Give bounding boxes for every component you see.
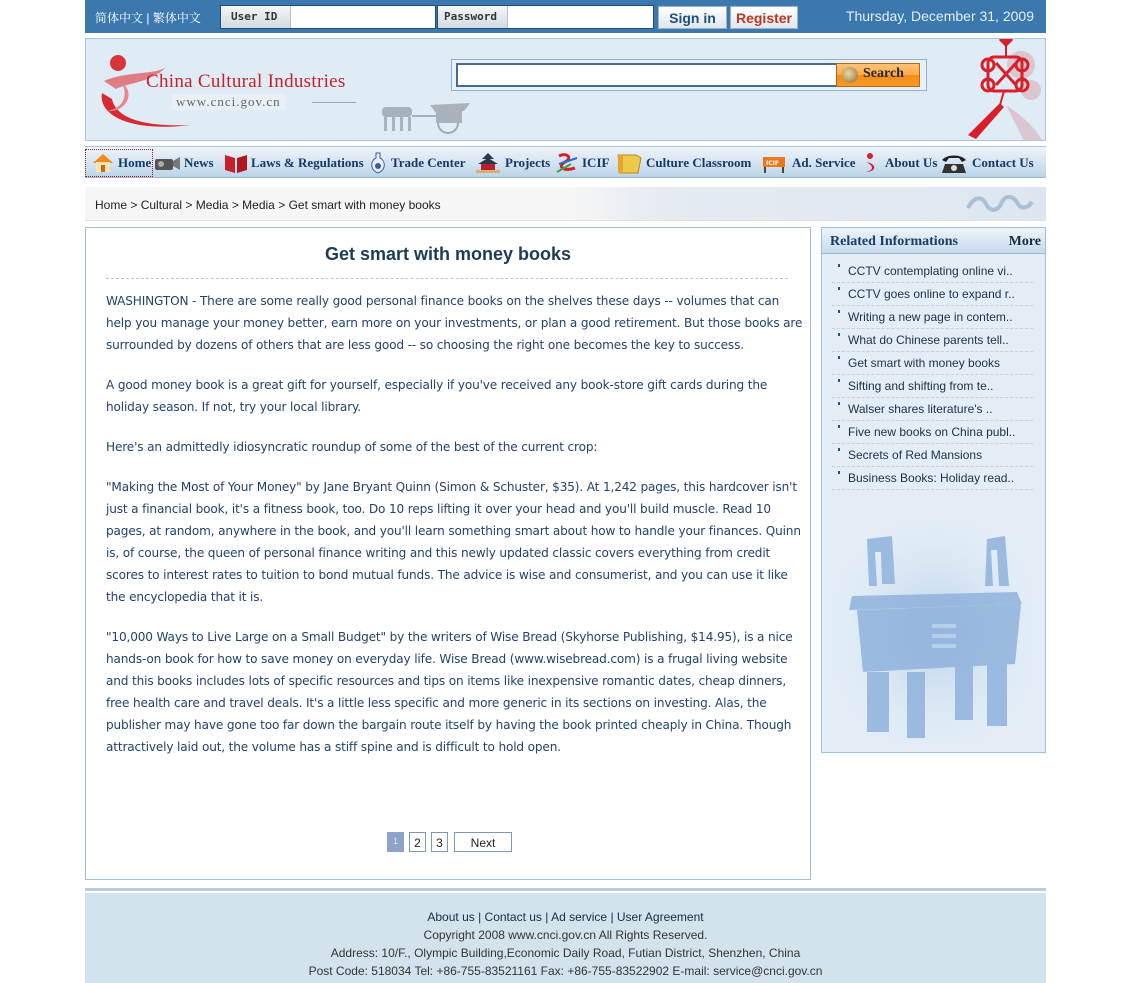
password-field bbox=[437, 5, 654, 29]
related-info-header bbox=[822, 228, 1045, 254]
bullet-icon bbox=[838, 425, 840, 428]
nav-item-ad-service[interactable] bbox=[761, 149, 856, 177]
footer-ad-service-link[interactable]: Ad service bbox=[551, 910, 608, 924]
bullet-icon bbox=[838, 287, 840, 290]
nav-item-news[interactable] bbox=[153, 149, 214, 177]
lang-simplified-link[interactable]: 简体中文 bbox=[95, 11, 144, 25]
article-paragraph: "10,000 Ways to Live Large on a Small Budget" by the writers of Wise Bread (Skyhorse Publishing, $14.95), is a nice hands-on book for how to save money on everyday life. Wise Bread (www.wisebread.com) is a frugal living website and this books includes lots of specific resources and tips on items like inexpensive romantic dates, cheap dinners, free health care and travel deals. It's a little less specific and more generic in its sections on investing. Alas, the publisher may have gone too far down the bargain route itself by having the book printed cheaply in China. Though attractively laid out, the volume has a stiff spine and is difficult to hold open. bbox=[106, 630, 793, 754]
bullet-icon bbox=[838, 379, 840, 382]
related-item[interactable] bbox=[832, 444, 1033, 467]
breadcrumb-separator: > bbox=[231, 198, 239, 212]
main-nav bbox=[85, 146, 1046, 178]
related-info-title: Related Informations bbox=[830, 234, 958, 249]
related-item[interactable] bbox=[832, 467, 1033, 490]
search-button[interactable] bbox=[836, 63, 920, 87]
vase-icon bbox=[368, 152, 388, 174]
search-button-label: Search bbox=[863, 66, 904, 81]
bullet-icon bbox=[838, 333, 840, 336]
logo-rule-right bbox=[312, 102, 356, 103]
breadcrumb-current: Get smart with money books bbox=[288, 198, 441, 212]
related-info-panel bbox=[821, 227, 1046, 753]
related-list bbox=[832, 260, 1033, 490]
language-switcher bbox=[95, 9, 201, 26]
home-icon bbox=[91, 152, 115, 174]
breadcrumb bbox=[85, 187, 1046, 221]
more-link[interactable]: More bbox=[1008, 234, 1041, 249]
cnci-logo-icon bbox=[862, 152, 882, 174]
bullet-icon bbox=[838, 448, 840, 451]
related-item-label: Get smart with money books bbox=[848, 356, 1001, 370]
footer-about-us-link[interactable]: About us bbox=[427, 910, 475, 924]
page-2-link[interactable]: 2 bbox=[409, 832, 426, 852]
bullet-icon bbox=[838, 471, 840, 474]
footer-contact-us-link[interactable]: Contact us bbox=[484, 910, 542, 924]
nav-label: About Us bbox=[885, 155, 938, 170]
related-item-label: Walser shares literature's .. bbox=[848, 402, 993, 416]
coin-icon bbox=[842, 67, 858, 83]
footer-links bbox=[85, 910, 1046, 924]
article-title: Get smart with money books bbox=[324, 244, 572, 264]
related-item-label: CCTV goes online to expand r.. bbox=[848, 287, 1015, 301]
nav-item-projects[interactable] bbox=[474, 149, 550, 177]
related-item[interactable] bbox=[832, 375, 1033, 398]
logo-title: China Cultural Industries bbox=[146, 71, 346, 92]
footer-separator: | bbox=[610, 910, 617, 924]
nav-item-culture-classroom[interactable] bbox=[616, 149, 751, 177]
breadcrumb-media[interactable]: Media bbox=[195, 198, 229, 212]
nav-label: News bbox=[184, 155, 214, 170]
lang-traditional-link[interactable]: 繁体中文 bbox=[152, 11, 201, 25]
dragon-ornament-icon bbox=[964, 192, 1034, 216]
page-1-current: 1 bbox=[387, 832, 404, 852]
user-id-label: User ID bbox=[221, 6, 291, 28]
nav-label: Ad. Service bbox=[792, 155, 856, 170]
scroll-icon bbox=[616, 152, 643, 174]
breadcrumb-home[interactable]: Home bbox=[95, 198, 128, 212]
related-item[interactable] bbox=[832, 306, 1033, 329]
password-label: Password bbox=[438, 6, 508, 28]
related-item[interactable] bbox=[832, 329, 1033, 352]
red-book-icon bbox=[224, 152, 248, 174]
bronze-ding-vessel-icon bbox=[837, 524, 1032, 744]
article-paragraph: WASHINGTON - There are some really good personal finance books on the shelves these days -- volumes that can help you manage your money better, earn more on your investments, or plan a good retirement. But those books are surrounded by dozens of others that are less good -- so choosing the right one becomes the key to success. bbox=[106, 294, 803, 352]
sign-in-button[interactable]: Sign in bbox=[658, 6, 727, 29]
related-item-label: Writing a new page in contem.. bbox=[848, 310, 1013, 324]
title-divider bbox=[106, 278, 788, 279]
top-bar bbox=[85, 0, 1046, 33]
current-date: Thursday, December 31, 2009 bbox=[845, 8, 1034, 24]
icif-sign-icon bbox=[761, 152, 789, 174]
article-body bbox=[106, 290, 806, 776]
nav-label: Projects bbox=[505, 155, 551, 170]
article-panel bbox=[85, 227, 811, 880]
nav-label: Home bbox=[118, 155, 152, 170]
logo-url: www.cnci.gov.cn bbox=[172, 94, 285, 110]
nav-label: Laws & Regulations bbox=[251, 155, 364, 170]
temple-icon bbox=[474, 152, 502, 174]
user-id-input[interactable] bbox=[291, 6, 435, 28]
bullet-icon bbox=[838, 310, 840, 313]
breadcrumb-separator: > bbox=[130, 198, 138, 212]
telephone-icon bbox=[939, 152, 969, 174]
register-button[interactable]: Register bbox=[730, 6, 798, 29]
breadcrumb-separator: > bbox=[278, 198, 286, 212]
search-input[interactable] bbox=[456, 63, 836, 87]
nav-item-about-us[interactable] bbox=[862, 149, 937, 177]
bronze-chariot-icon bbox=[378, 97, 478, 135]
footer-copyright: Copyright 2008 www.cnci.gov.cn All Rights Reserved. bbox=[423, 928, 708, 942]
related-item-label: Business Books: Holiday read.. bbox=[848, 471, 1015, 485]
next-page-button[interactable]: Next bbox=[454, 832, 512, 852]
nav-item-icif[interactable] bbox=[555, 149, 609, 177]
user-id-field bbox=[220, 5, 436, 29]
footer-address: Address: 10/F., Olympic Building,Economic Daily Road, Futian District, Shenzhen, China bbox=[330, 946, 801, 960]
site-footer bbox=[85, 893, 1046, 983]
footer-separator: | bbox=[478, 910, 485, 924]
bullet-icon bbox=[838, 264, 840, 267]
footer-contact: Post Code: 518034 Tel: +86-755-83521161 Fax: +86-755-83522902 E-mail: service@cnci.gov.cn bbox=[308, 964, 823, 978]
related-item-label: Secrets of Red Mansions bbox=[848, 448, 983, 462]
related-item[interactable] bbox=[832, 421, 1033, 444]
nav-label: Contact Us bbox=[972, 155, 1034, 170]
nav-label: Trade Center bbox=[391, 155, 466, 170]
footer-separator: | bbox=[545, 910, 552, 924]
related-item-label: What do Chinese parents tell.. bbox=[848, 333, 1009, 347]
nav-label: ICIF bbox=[582, 155, 610, 170]
chinese-knot-icon bbox=[926, 38, 1046, 141]
nav-item-home[interactable] bbox=[85, 149, 153, 177]
related-item[interactable] bbox=[832, 398, 1033, 421]
nav-item-laws-regulations[interactable] bbox=[224, 149, 364, 177]
bullet-icon bbox=[838, 402, 840, 405]
article-paragraph: Here's an admittedly idiosyncratic roundup of some of the best of the current crop: bbox=[106, 440, 598, 454]
related-item[interactable] bbox=[832, 352, 1033, 375]
camcorder-icon bbox=[153, 152, 181, 174]
footer-divider bbox=[85, 888, 1046, 891]
nav-label: Culture Classroom bbox=[646, 155, 752, 170]
article-paragraph: A good money book is a great gift for yourself, especially if you've received any book-store gift cards during the holiday season. If not, try your local library. bbox=[106, 378, 768, 414]
nav-item-contact-us[interactable] bbox=[939, 149, 1034, 177]
lang-separator: | bbox=[146, 11, 150, 25]
pagination bbox=[387, 832, 512, 852]
password-input[interactable] bbox=[508, 6, 653, 28]
page-3-link[interactable]: 3 bbox=[431, 832, 448, 852]
footer-user-agreement-link[interactable]: User Agreement bbox=[616, 910, 704, 924]
related-item[interactable] bbox=[832, 283, 1033, 306]
breadcrumb-separator: > bbox=[185, 198, 193, 212]
related-item-label: Five new books on China publ.. bbox=[848, 425, 1016, 439]
article-paragraph: "Making the Most of Your Money" by Jane Bryant Quinn (Simon & Schuster, $35). At 1,242 pages, this hardcover isn't just a financial book, it's a fitness book, too. Do 10 reps lifting it over your head and you'll build muscle. Read 10 pages, at random, anywhere in the book, and you'll learn something smart about how to handle your finances. Quinn is, of course, the queen of personal finance writing and this newly updated classic covers everything from credit scores to interest rates to tuition to bond mutual funds. The advice is wise and consumerist, and you can use it like the encyclopedia that it is. bbox=[106, 480, 801, 604]
breadcrumb-cultural[interactable]: Cultural bbox=[140, 198, 183, 212]
icif-logo-icon bbox=[555, 152, 579, 174]
related-item[interactable] bbox=[832, 260, 1033, 283]
nav-item-trade-center[interactable] bbox=[368, 149, 465, 177]
related-item-label: Sifting and shifting from te.. bbox=[848, 379, 994, 393]
breadcrumb-media-sub[interactable]: Media bbox=[242, 198, 275, 212]
site-header bbox=[85, 38, 1046, 141]
bullet-icon bbox=[838, 356, 840, 359]
related-item-label: CCTV contemplating online vi.. bbox=[848, 264, 1013, 278]
svg-text:ICIF: ICIF bbox=[766, 160, 779, 167]
search-box bbox=[451, 59, 927, 91]
